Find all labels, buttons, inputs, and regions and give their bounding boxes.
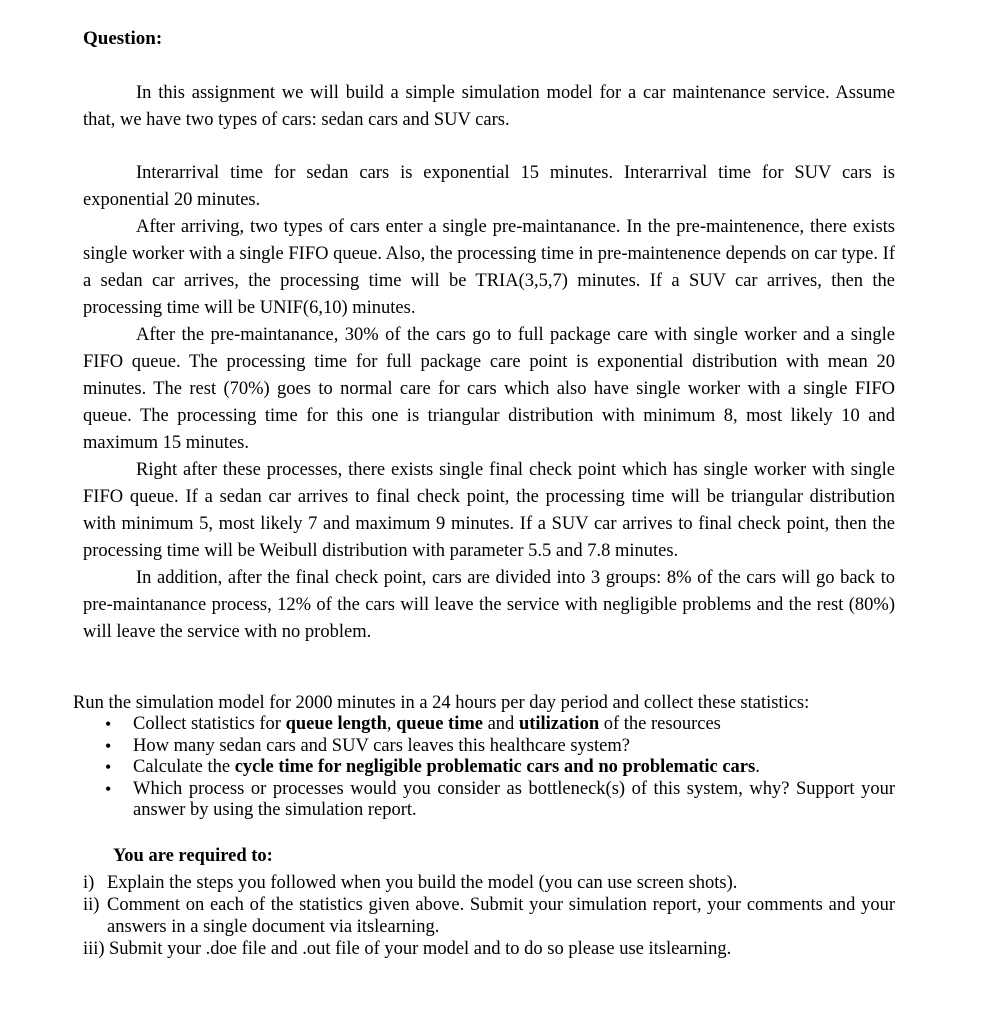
bullet-text: Collect statistics for bbox=[133, 714, 286, 734]
run-instructions bbox=[73, 692, 895, 822]
list-item-bottleneck: • Which process or processes would you consider as bottleneck(s) of this system, why? Support your answer by using the simulation report. bbox=[133, 779, 895, 822]
question-heading: Question: bbox=[83, 28, 163, 49]
statistics-list bbox=[73, 714, 895, 822]
intro-paragraph: In this assignment we will build a simple simulation model for a car maintenance service. Assume that, we have two types of cars: sedan cars and SUV cars. bbox=[83, 83, 895, 130]
paragraph-care-split: After the pre-maintanance, 30% of the cars go to full package care with single worker and a single FIFO queue. The processing time for full package care point is exponential distribution with mean 20 minutes. The rest (70%) goes to normal care for cars which also have single worker with a single FIFO queue. The processing time for this one is triangular distribution with minimum 8, most likely 10 and maximum 15 minutes. bbox=[83, 325, 895, 453]
bullet-text: and bbox=[482, 714, 519, 734]
bullet-text: , bbox=[386, 714, 397, 734]
paragraph-groups: In addition, after the final check point, cars are divided into 3 groups: 8% of the cars will go back to pre-maintanance process, 12% of the cars will leave the service with negligible problems and the rest (80%) will leave the service with no problem. bbox=[83, 568, 895, 642]
bold-queue-time: queue time bbox=[396, 714, 483, 734]
paragraph-interarrival: Interarrival time for sedan cars is exponential 15 minutes. Interarrival time for SUV cars is exponential 20 minutes. bbox=[83, 163, 895, 210]
list-item-statistics bbox=[133, 714, 895, 736]
intro-block bbox=[83, 80, 895, 134]
requirement-number: iii) bbox=[83, 939, 105, 959]
bullet-text: . bbox=[755, 757, 760, 777]
list-item-cycle-time bbox=[133, 757, 895, 779]
paragraph-final-check: Right after these processes, there exists single final check point which has single worker with single FIFO queue. If a sedan car arrives to final check point, the processing time will be triangular distribution with minimum 5, most likely 7 and maximum 9 minutes. If a SUV car arrives to final check point, then the processing time will be Weibull distribution with parameter 5.5 and 7.8 minutes. bbox=[83, 460, 895, 561]
requirements-list bbox=[83, 872, 895, 960]
requirements-title: You are required to: bbox=[113, 846, 273, 866]
requirement-item bbox=[83, 872, 895, 894]
bullet-text: of the resources bbox=[599, 714, 721, 734]
requirement-number: i) bbox=[83, 873, 95, 893]
paragraph-pre-maintenance: After arriving, two types of cars enter a single pre-maintanance. In the pre-maintenence, there exists single worker with a single FIFO queue. Also, the processing time in pre-maintenence depends on car type. If a sedan car arrives, the processing time will be TRIA(3,5,7) minutes. If a SUV car arrives, then the processing time will be UNIF(6,10) minutes. bbox=[83, 217, 895, 318]
requirement-text: Comment on each of the statistics given above. Submit your simulation report, your comments and your answers in a single document via itslearning. bbox=[107, 895, 895, 937]
requirement-item bbox=[83, 938, 895, 960]
bold-queue-length: queue length bbox=[285, 714, 387, 734]
bullet-text: Calculate the bbox=[133, 757, 235, 777]
requirement-text: Submit your .doe file and .out file of your model and to do so please use itslearning. bbox=[109, 939, 732, 959]
bold-utilization: utilization bbox=[518, 714, 600, 734]
list-item-car-count: • How many sedan cars and SUV cars leaves this healthcare system? bbox=[133, 736, 895, 758]
run-intro: Run the simulation model for 2000 minutes in a 24 hours per day period and collect these statistics: bbox=[73, 693, 810, 713]
description-block bbox=[83, 160, 895, 646]
requirement-text: Explain the steps you followed when you build the model (you can use screen shots). bbox=[107, 873, 738, 893]
requirement-item bbox=[83, 894, 895, 938]
bold-cycle-time: cycle time for negligible problematic cars and no problematic cars bbox=[234, 757, 756, 777]
requirement-number: ii) bbox=[83, 895, 100, 915]
